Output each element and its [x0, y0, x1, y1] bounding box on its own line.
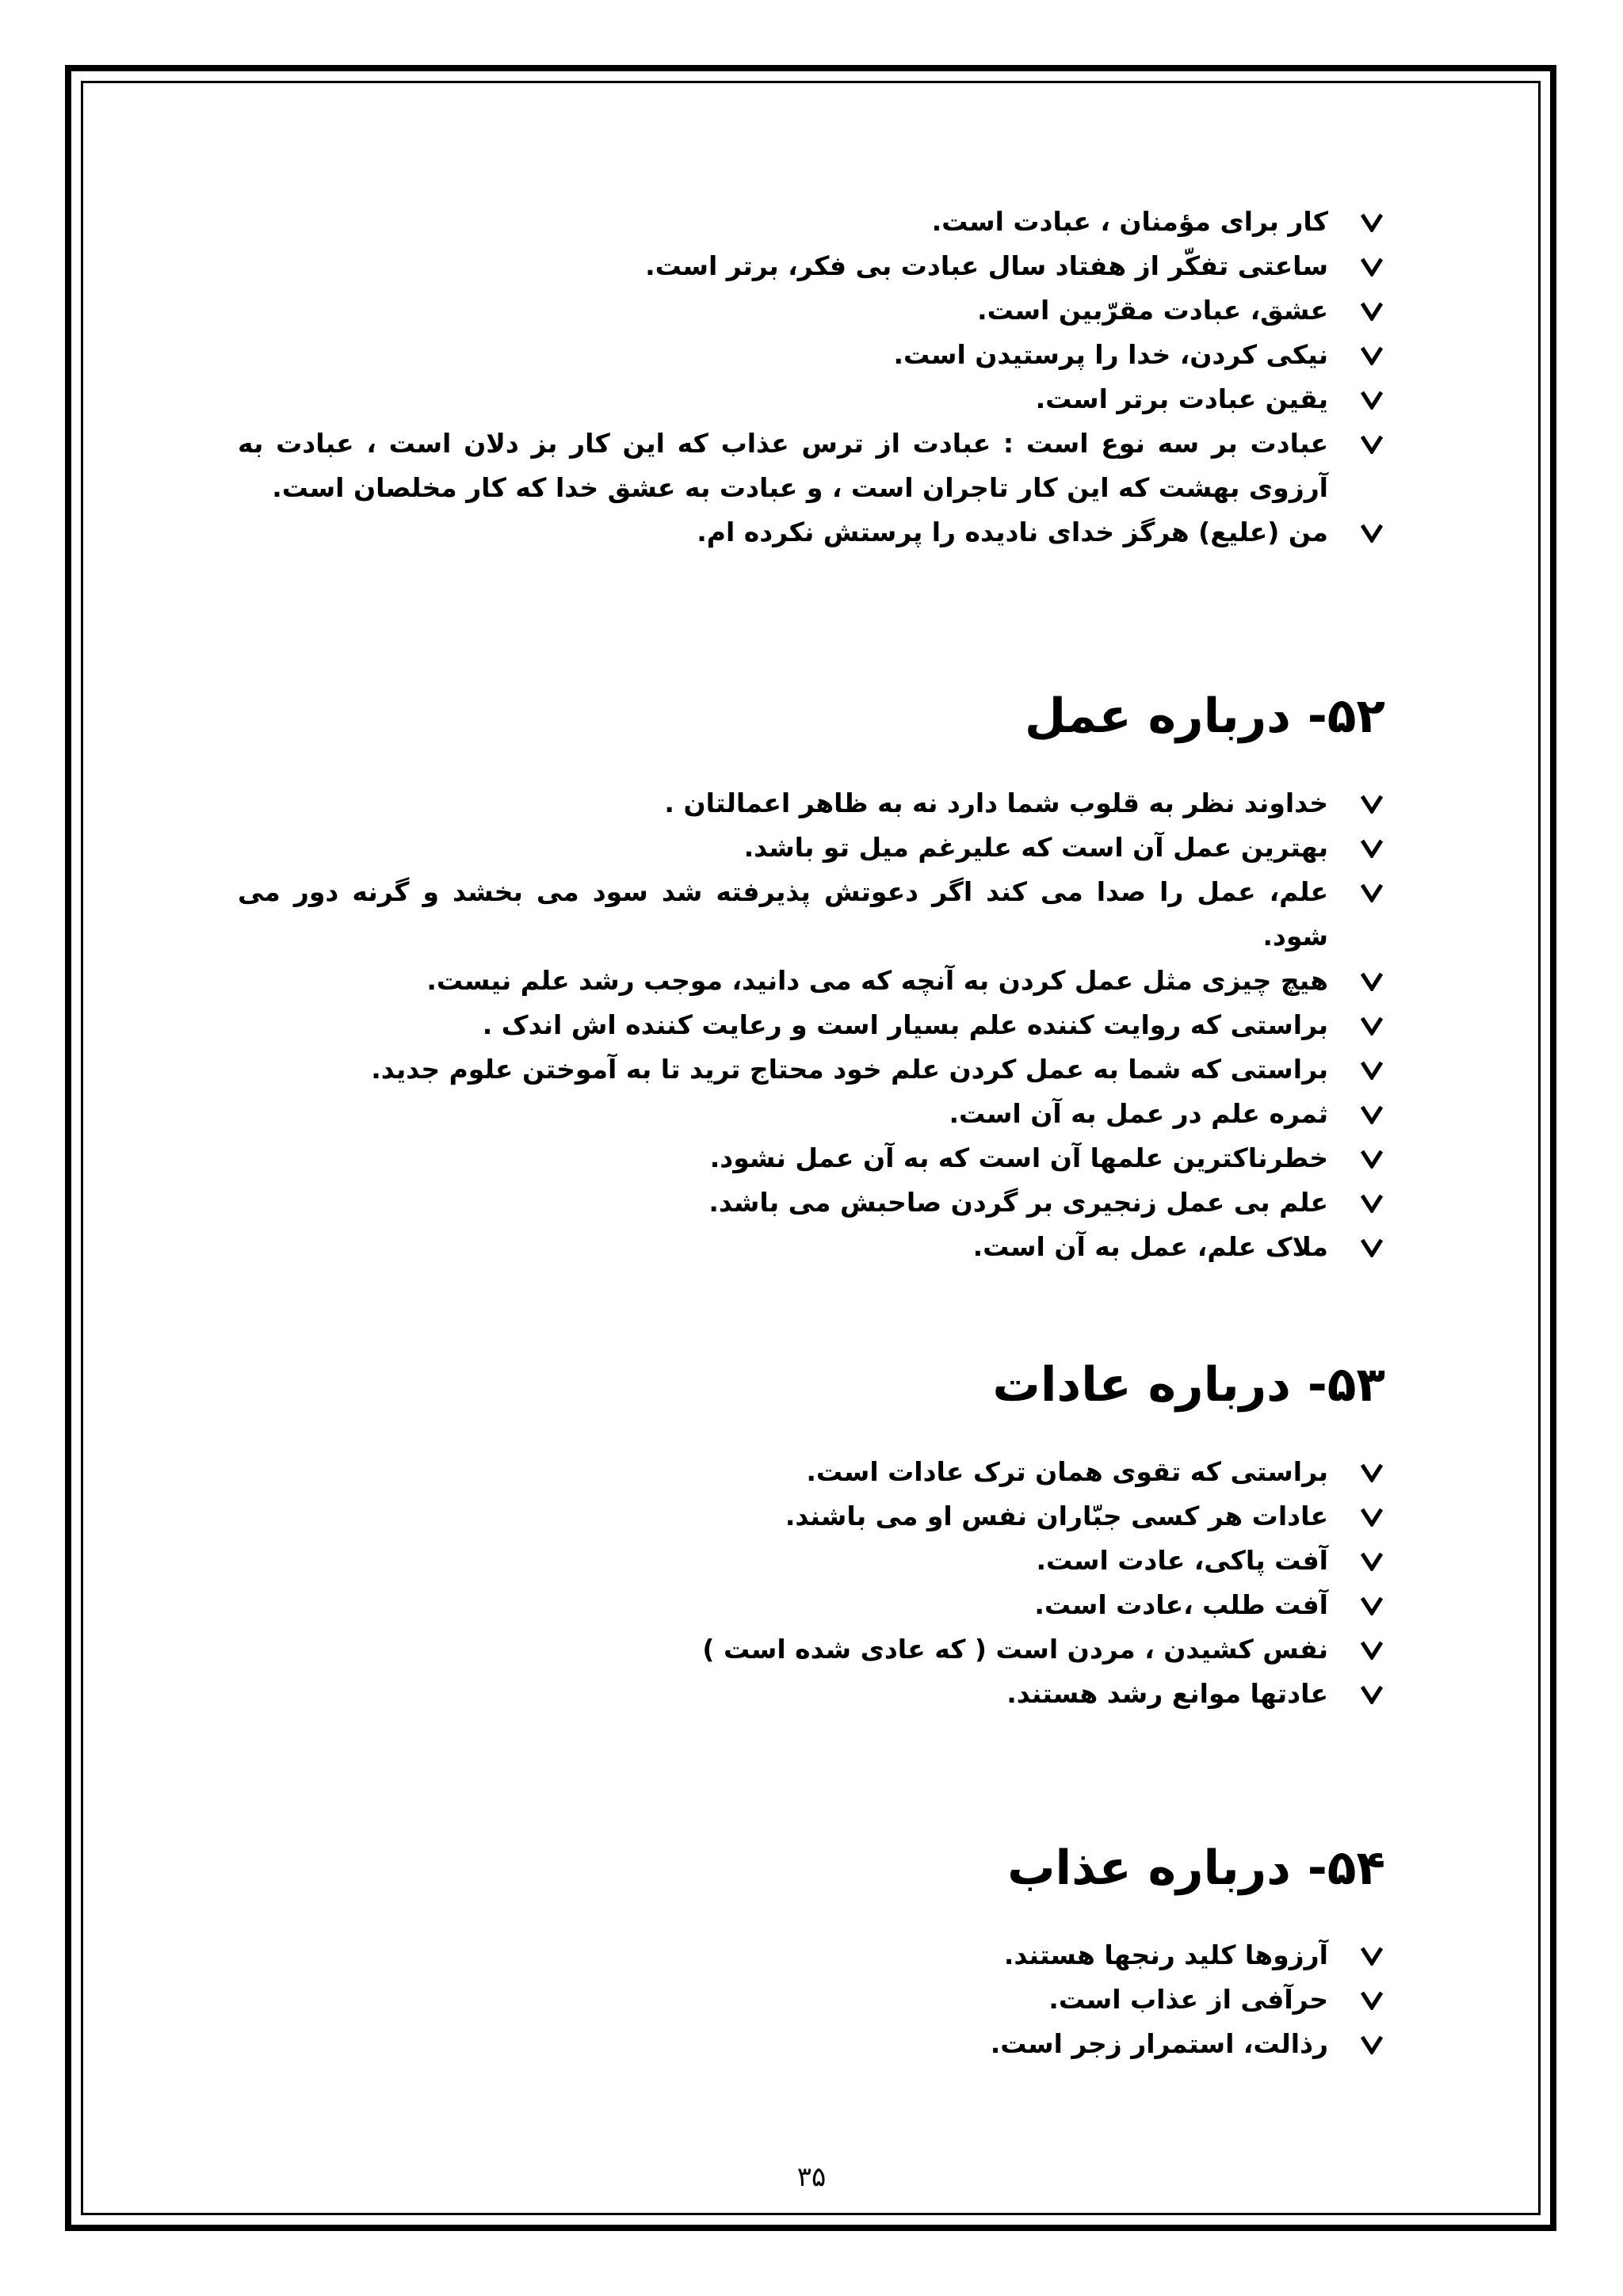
list-item-text: من (علیع) هرگز خدای نادیده را پرستش نکرده ام.	[697, 517, 1328, 547]
list-item	[238, 1933, 1385, 1978]
list-item-text: ساعتی تفکّر از هفتاد سال عبادت بی فکر، برتر است.	[645, 250, 1328, 281]
list-item-text: براستی که شما به عمل کردن علم خود محتاج ترید تا به آموختن علوم جدید.	[371, 1054, 1328, 1085]
list-item	[238, 1092, 1385, 1136]
list-item-text: بهترین عمل آن است که علیرغم میل تو باشد.	[743, 832, 1328, 863]
list-item-text: خداوند نظر به قلوب شما دارد نه به ظاهر اعمالتان .	[664, 788, 1328, 818]
checkmark-icon	[1358, 1136, 1385, 1180]
checkmark-icon	[1358, 2022, 1385, 2066]
list-item-text: حرآفی از عذاب است.	[1048, 1984, 1328, 2015]
list-item-text: ثمره علم در عمل به آن است.	[949, 1098, 1328, 1129]
checkmark-icon	[1358, 1627, 1385, 1672]
list-item-text: عادتها موانع رشد هستند.	[1006, 1678, 1328, 1709]
checkmark-icon	[1358, 1978, 1385, 2022]
list-item-text: یقین عبادت برتر است.	[1035, 383, 1328, 414]
list-item	[238, 1672, 1385, 1716]
list-item	[238, 826, 1385, 870]
list-item-text: عادات هر کسی جبّاران نفس او می باشند.	[785, 1501, 1328, 1531]
checkmark-icon	[1358, 1003, 1385, 1047]
list-item	[238, 1450, 1385, 1494]
list-item	[238, 1627, 1385, 1672]
list-item	[238, 288, 1385, 333]
list-item	[238, 377, 1385, 421]
list-item	[238, 1539, 1385, 1583]
list-item	[238, 1583, 1385, 1627]
checkmark-icon	[1358, 1180, 1385, 1225]
section-54-title: ۵۴- درباره عذاب	[1007, 1840, 1385, 1896]
checkmark-icon	[1358, 288, 1385, 333]
list-item	[238, 1180, 1385, 1225]
list-item	[238, 333, 1385, 377]
checkmark-icon	[1358, 333, 1385, 377]
checkmark-icon	[1358, 1672, 1385, 1716]
checkmark-icon	[1358, 1047, 1385, 1092]
list-item-text: آفت پاکی، عادت است.	[1036, 1545, 1328, 1576]
checkmark-icon	[1358, 1092, 1385, 1136]
section-53-title: ۵۳- درباره عادات	[992, 1357, 1385, 1413]
list-item-text: براستی که تقوی همان ترک عادات است.	[806, 1456, 1328, 1487]
checkmark-icon	[1358, 1450, 1385, 1494]
checkmark-icon	[1358, 870, 1385, 914]
list-item-text: هیچ چیزی مثل عمل کردن به آنچه که می دانید، موجب رشد علم نیست.	[426, 965, 1328, 996]
list-item	[238, 1003, 1385, 1047]
list-item	[238, 1136, 1385, 1180]
list-item	[238, 421, 1385, 510]
section-54-list	[238, 1933, 1385, 2066]
list-item	[238, 1047, 1385, 1092]
list-item-text: براستی که روایت کننده علم بسیار است و رعایت کننده اش اندک .	[482, 1009, 1328, 1040]
list-item-text: آرزوها کلید رنجها هستند.	[1003, 1939, 1328, 1970]
checkmark-icon	[1358, 510, 1385, 555]
checkmark-icon	[1358, 1494, 1385, 1539]
list-item-text: آفت طلب ،عادت است.	[1034, 1589, 1328, 1620]
section-53-list	[238, 1450, 1385, 1716]
list-item-text: رذالت، استمرار زجر است.	[990, 2028, 1328, 2059]
list-item-text: نفس کشیدن ، مردن است ( که عادی شده است )	[702, 1634, 1328, 1665]
list-item-text: علم بی عمل زنجیری بر گردن صاحبش می باشد.	[708, 1187, 1328, 1218]
list-item	[238, 2022, 1385, 2066]
list-item	[238, 1494, 1385, 1539]
checkmark-icon	[1358, 1539, 1385, 1583]
checkmark-icon	[1358, 959, 1385, 1003]
list-item-text: کار برای مؤمنان ، عبادت است.	[931, 206, 1328, 237]
checkmark-icon	[1358, 781, 1385, 826]
list-item-text: ملاک علم، عمل به آن است.	[972, 1231, 1328, 1262]
list-item-text: علم، عمل را صدا می کند اگر دعوتش پذیرفته شد سود می بخشد و گرنه دور می شود.	[238, 876, 1328, 952]
checkmark-icon	[1358, 200, 1385, 244]
section-52-list	[238, 781, 1385, 1269]
page-number: ۳۵	[796, 2161, 827, 2193]
list-item-text: عشق، عبادت مقرّبین است.	[977, 295, 1328, 326]
checkmark-icon	[1358, 826, 1385, 870]
list-item	[238, 959, 1385, 1003]
checkmark-icon	[1358, 1583, 1385, 1627]
checkmark-icon	[1358, 244, 1385, 288]
list-item	[238, 244, 1385, 288]
checkmark-icon	[1358, 1933, 1385, 1978]
checkmark-icon	[1358, 377, 1385, 421]
list-item	[238, 1225, 1385, 1269]
section-51-list	[238, 200, 1385, 555]
list-item	[238, 200, 1385, 244]
list-item	[238, 870, 1385, 959]
list-item	[238, 1978, 1385, 2022]
checkmark-icon	[1358, 1225, 1385, 1269]
checkmark-icon	[1358, 421, 1385, 466]
list-item-text: نیکی کردن، خدا را پرستیدن است.	[893, 339, 1328, 370]
list-item	[238, 510, 1385, 555]
list-item	[238, 781, 1385, 826]
section-52-title: ۵۲- درباره عمل	[1024, 688, 1385, 744]
list-item-text: خطرناکترین علمها آن است که به آن عمل نشود.	[709, 1142, 1328, 1173]
list-item-text: عبادت بر سه نوع است : عبادت از ترس عذاب که این کار بز دلان است ، عبادت به آرزوی بهشت که این کار تاجران است ، و عبادت به عشق خدا که کار مخلصان است.	[238, 428, 1328, 503]
